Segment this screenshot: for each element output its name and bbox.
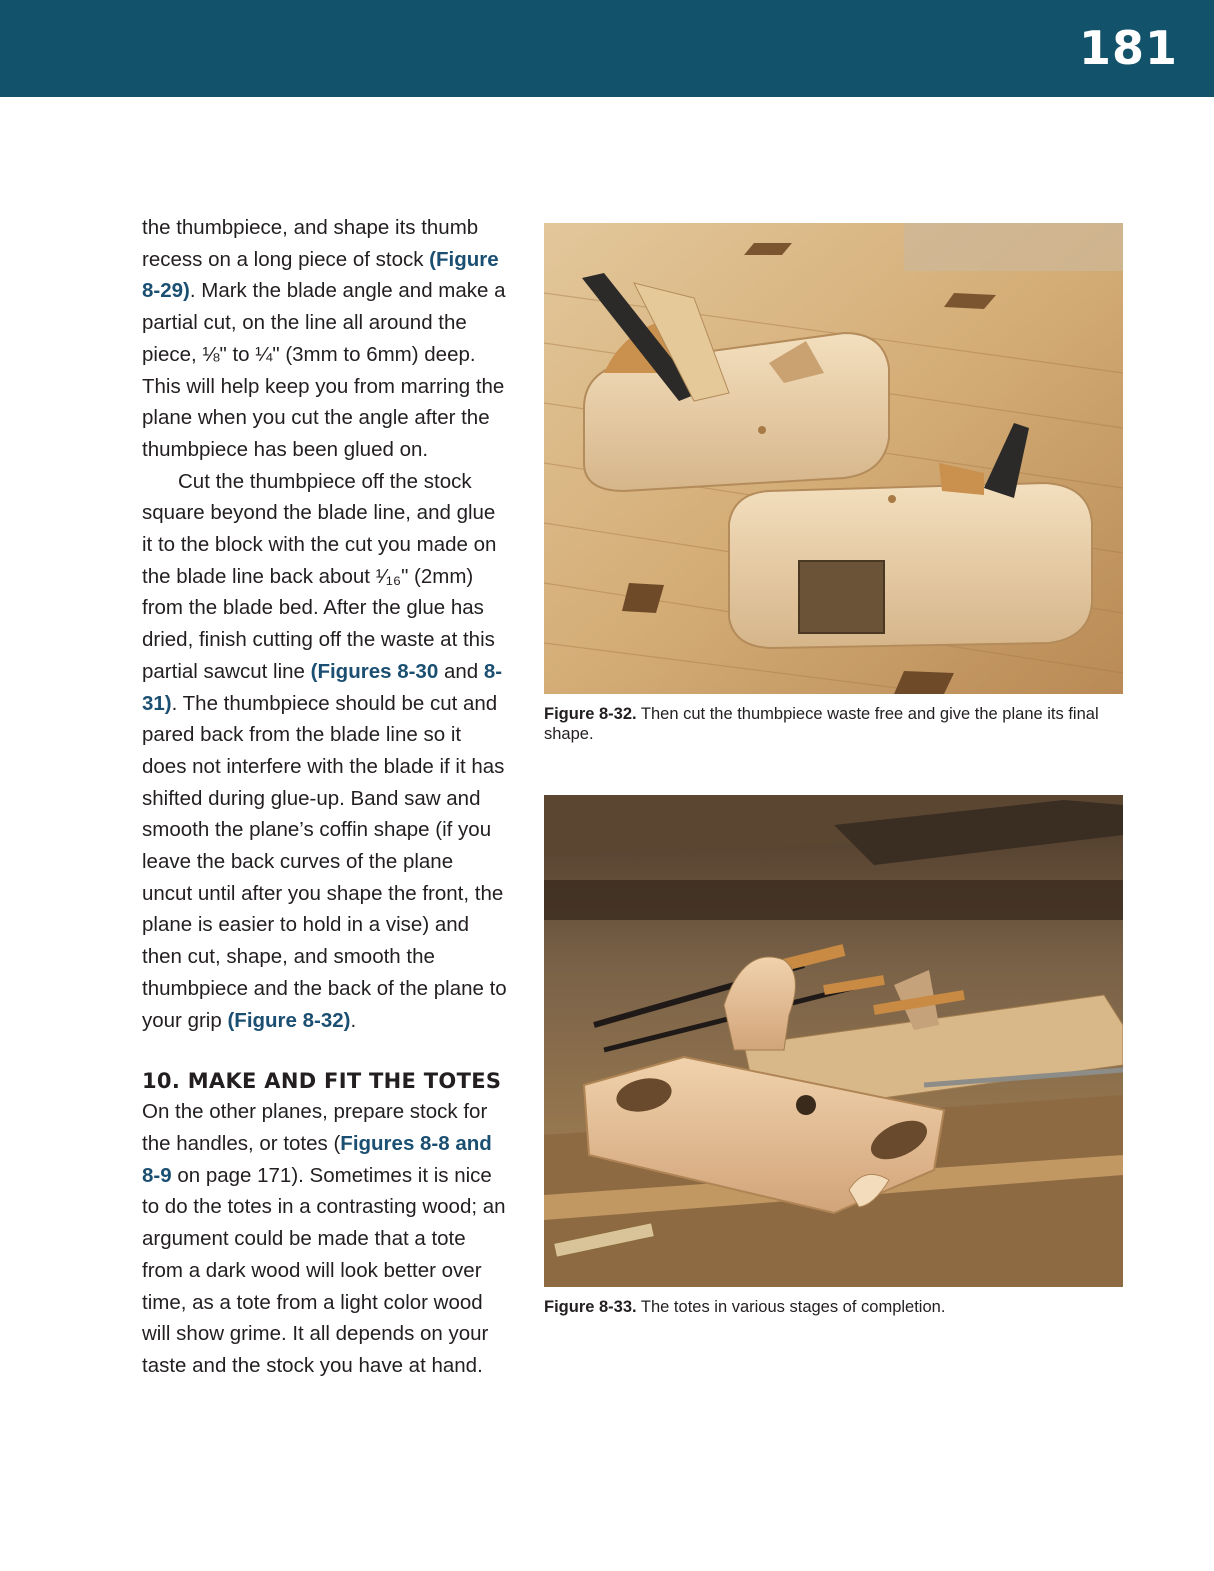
paragraph-3 (142, 1096, 507, 1381)
figure-8-29-reference[interactable]: (Figure 8-29) (142, 247, 499, 303)
paragraph-2-text-c: . The thumbpiece should be cut and pared back from the blade line so it does not interfere with the blade if it has shifted during glue-up. Band saw and smooth the plane’s coffin shape (if you leave the back curves of the plane uncut until after you shape the front, the plane is easier to hold in a vise) and then cut, shape, and smooth the thumbpiece and the back of the plane to your grip (142, 691, 507, 1032)
paragraph-2-text-d: . (350, 1008, 357, 1032)
figure-8-31-reference[interactable]: 8-31) (142, 659, 503, 715)
paragraph-3-text-a: On the other planes, prepare stock for the handles, or totes ( (142, 1100, 488, 1155)
figure-8-33-label: Figure 8-33. (544, 1298, 637, 1316)
header-band (0, 0, 1214, 97)
body-text-column (142, 212, 507, 1382)
paragraph-3-text-b: on page 171). Sometimes it is nice to do the totes in a contrasting wood; an argument could be made that a tote from a dark wood will look better over time, as a tote from a light color wood will show grime. It all depends on your taste and the stock you have at hand. (142, 1163, 506, 1377)
figure-8-33-caption (544, 1297, 1123, 1317)
figure-8-32-label: Figure 8-32. (544, 705, 637, 723)
photo-two-block-planes (544, 223, 1123, 694)
paragraph-1 (142, 212, 507, 466)
figure-8-33 (544, 795, 1123, 1317)
paragraph-2-text-b: and (438, 659, 484, 683)
figure-8-33-caption-text: The totes in various stages of completion. (636, 1298, 946, 1316)
figure-8-32-caption (544, 704, 1123, 744)
bench-rail (544, 880, 1123, 920)
background-wall (904, 223, 1123, 271)
paragraph-1-text-b: . Mark the blade angle and make a partial cut, on the line all around the piece, ⅛" to ¼" (3mm to 6mm) deep. This will help keep you from marring the plane when you cut the angle after the thumbpiece has been glued on. (142, 279, 506, 461)
paragraph-2 (142, 466, 507, 1037)
end-grain-patch (799, 561, 884, 633)
section-heading: 10. MAKE AND FIT THE TOTES (142, 1069, 502, 1094)
paragraph-2-text-a: Cut the thumbpiece off the stock square beyond the blade line, and glue it to the block with the cut you made on the blade line back about ¹⁄₁₆" (2mm) from the blade bed. After the glue has dried, finish cutting off the waste at this partial sawcut line (142, 469, 497, 683)
paragraph-1-text-a: the thumbpiece, and shape its thumb recess on a long piece of stock (142, 216, 479, 271)
figures-8-8-and-8-9-reference[interactable]: Figures 8-8 and 8-9 (142, 1131, 492, 1187)
figure-8-32-reference[interactable]: (Figure 8-32) (227, 1008, 351, 1032)
photo-totes-in-progress (544, 795, 1123, 1287)
figure-8-32 (544, 223, 1123, 744)
figure-8-30-reference[interactable]: (Figures 8-30 (310, 659, 439, 683)
figure-8-32-caption-text: Then cut the thumbpiece waste free and give the plane its final shape. (544, 705, 1099, 743)
bench-dog-hole (894, 671, 954, 694)
page-number: 181 (1078, 21, 1178, 75)
